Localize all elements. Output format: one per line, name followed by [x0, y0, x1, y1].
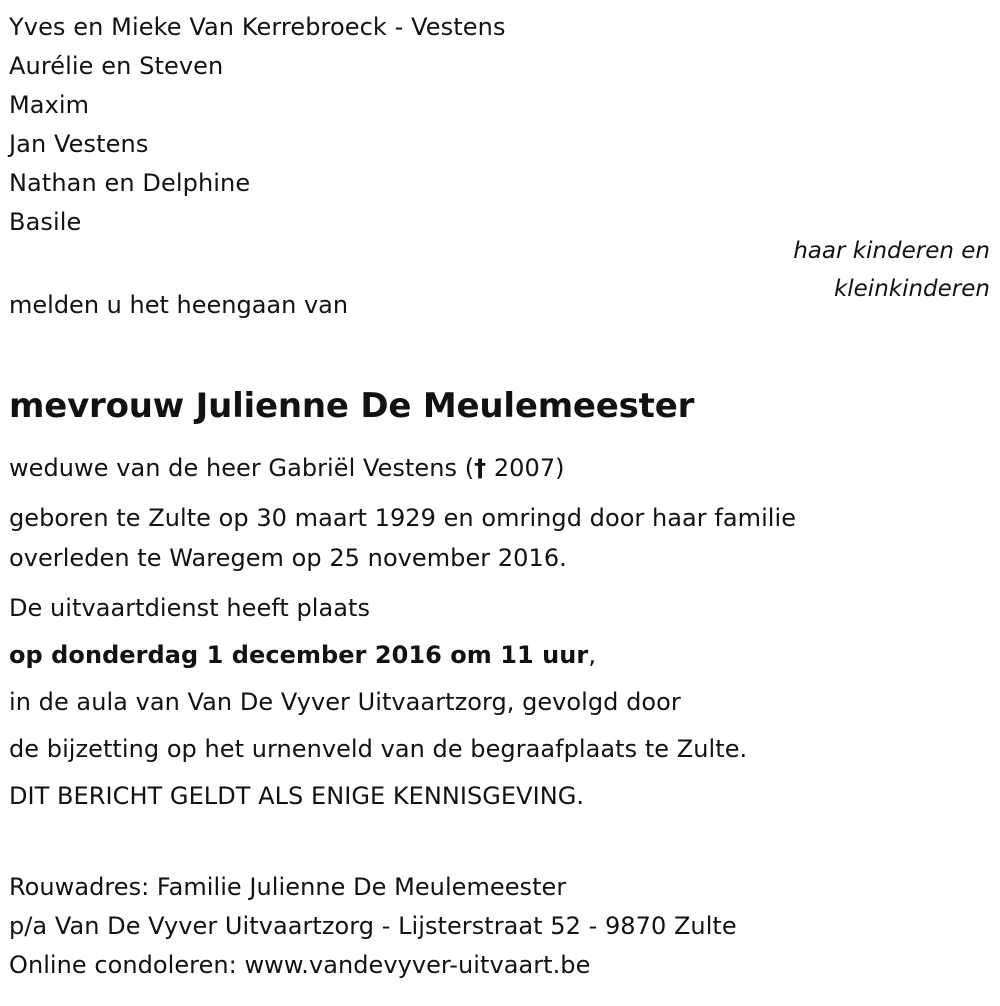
single-notice-line: DIT BERICHT GELDT ALS ENIGE KENNISGEVING.: [9, 782, 585, 810]
birth-line: geboren te Zulte op 30 maart 1929 en omringd door haar familie: [9, 504, 797, 532]
service-datetime-comma: ,: [588, 641, 597, 669]
contact-block: [9, 868, 984, 985]
announcement-lead-in: melden u het heengaan van: [9, 291, 349, 319]
care-of-line: p/a Van De Vyver Uitvaartzorg - Lijsterstraat 52 - 9870 Zulte: [9, 912, 737, 940]
service-intro-line: De uitvaartdienst heeft plaats: [9, 594, 371, 622]
dagger-icon: †: [474, 454, 487, 482]
relation-note-line: haar kinderen en: [793, 238, 990, 264]
deceased-name-heading: mevrouw Julienne De Meulemeester: [9, 385, 695, 426]
details-block: [9, 452, 984, 813]
service-datetime-line: [9, 639, 984, 672]
online-condolences-line: Online condoleren: www.vandevyver-uitvaart.be: [9, 951, 591, 979]
list-item: Aurélie en Steven: [9, 52, 224, 80]
widow-line-prefix: weduwe van de heer Gabriël Vestens (: [9, 454, 475, 482]
widow-line: [9, 452, 984, 485]
relation-note: [570, 232, 990, 308]
list-item: Jan Vestens: [9, 130, 149, 158]
survivors-list: [9, 8, 709, 242]
service-location-line: in de aula van Van De Vyver Uitvaartzorg, gevolgd door: [9, 688, 681, 716]
service-datetime-text: op donderdag 1 december 2016 om 11 uur: [9, 641, 589, 669]
list-item: Basile: [9, 208, 82, 236]
widow-line-suffix: 2007): [486, 454, 565, 482]
relation-note-line: kleinkinderen: [833, 276, 990, 302]
mourning-address-line: Rouwadres: Familie Julienne De Meulemeester: [9, 873, 567, 901]
list-item: Yves en Mieke Van Kerrebroeck - Vestens: [9, 13, 506, 41]
interment-line: de bijzetting op het urnenveld van de begraafplaats te Zulte.: [9, 735, 748, 763]
list-item: Maxim: [9, 91, 90, 119]
list-item: Nathan en Delphine: [9, 169, 251, 197]
death-line: overleden te Waregem op 25 november 2016.: [9, 544, 567, 572]
